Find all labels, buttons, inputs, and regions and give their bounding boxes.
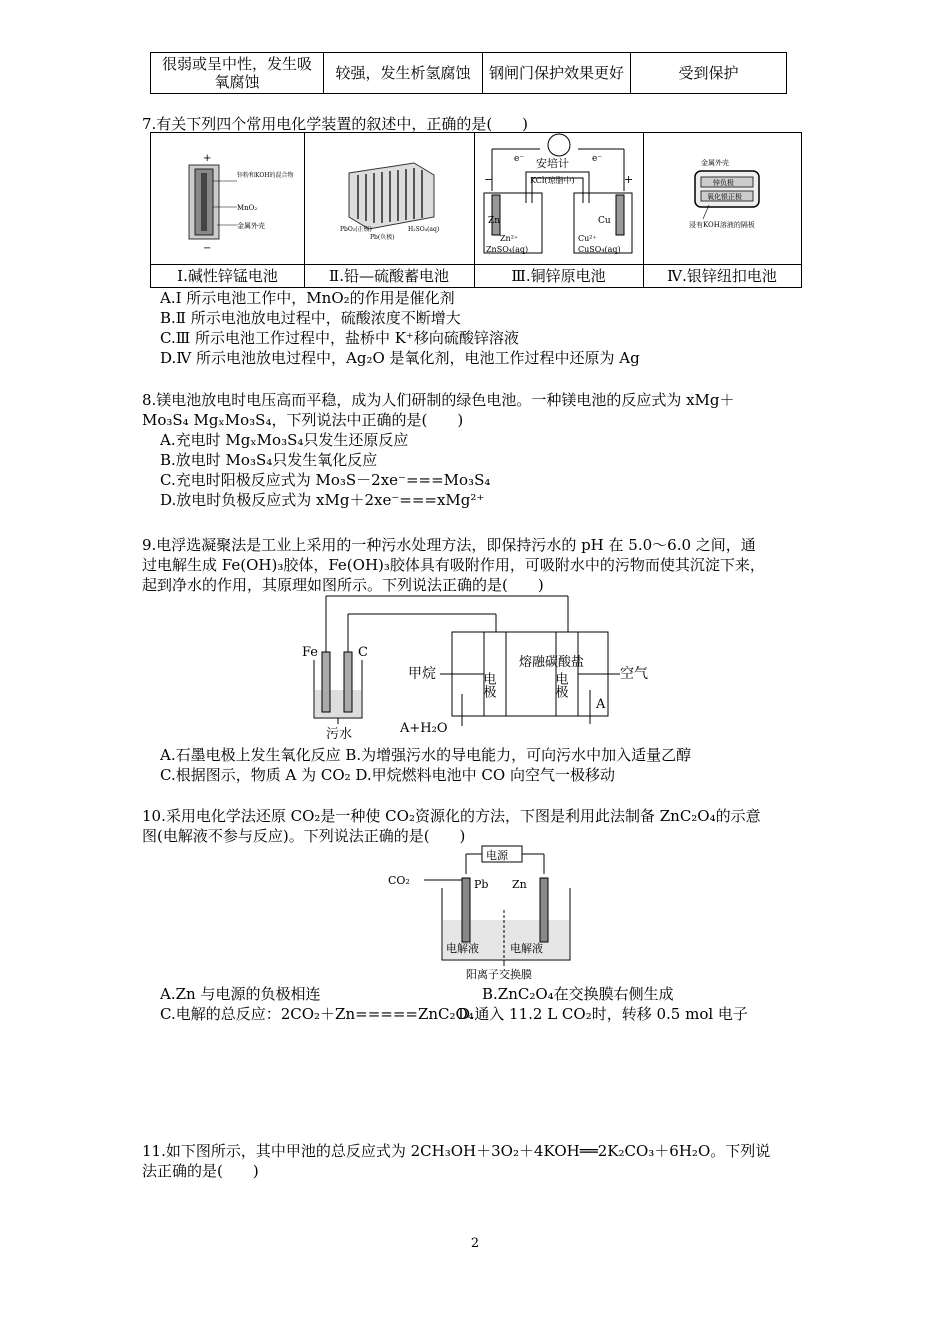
electrode-left-label: 电极 (480, 672, 496, 698)
lead-acid-battery-diagram (304, 133, 474, 265)
fig2-label: H₂SO₄(aq) (408, 226, 440, 233)
table-cell: 钢闸门保护效果更好 (483, 53, 631, 94)
fig3-label: Cu (598, 216, 611, 226)
fig1-plus: + (203, 153, 212, 164)
caption-battery-2: Ⅱ.铅—硫酸蓄电池 (329, 267, 449, 285)
q9-options-cd: C.根据图示，物质 A 为 CO₂ D.甲烷燃料电池中 CO 向空气一极移动 (160, 766, 615, 784)
fig4-label: 浸有KOH溶液的隔板 (689, 221, 755, 229)
electrolyte-right: 电解液 (510, 942, 543, 955)
device-figure-table (150, 132, 802, 288)
q8-stem-2: Mo₃S₄ MgₓMo₃S₄，下列说法中正确的是( ) (142, 411, 464, 429)
q8-stem-1: 8.镁电池放电时电压高而平稳，成为人们研制的绿色电池。一种镁电池的反应式为 xMg＋ (142, 391, 735, 409)
alkaline-battery-diagram (151, 133, 304, 265)
q8-option-c: C.充电时阳极反应式为 Mo₃S－2xe⁻===Mo₃S₄ (160, 471, 491, 489)
table-cell: 较强，发生析氢腐蚀 (324, 53, 483, 94)
fig3-label: ZnSO₄(aq) (486, 245, 529, 254)
caption-divider (151, 264, 801, 265)
a-label: A (596, 697, 606, 712)
q8-option-d: D.放电时负极反应式为 xMg＋2xe⁻===xMg²⁺ (160, 491, 485, 509)
q8-option-b: B.放电时 Mo₃S₄只发生氧化反应 (160, 451, 378, 469)
caption-battery-3: Ⅲ.铜锌原电池 (511, 267, 606, 285)
caption-battery-1: Ⅰ.碱性锌锰电池 (177, 267, 278, 285)
table-cell: 受到保护 (631, 53, 787, 94)
fig4-label: 锌负极 (713, 179, 734, 187)
q11-stem-2: 法正确的是( ) (142, 1162, 259, 1180)
fig3-label: e⁻ (514, 154, 525, 164)
q10-option-d: D.通入 11.2 L CO₂时，转移 0.5 mol 电子 (458, 1005, 748, 1023)
fig3-label: e⁻ (592, 154, 603, 164)
fe-electrode-label: Fe (302, 645, 319, 660)
q9-stem-2: 过电解生成 Fe(OH)₃胶体，Fe(OH)₃胶体具有吸附作用，可吸附水中的污物而使其沉淀下来， (142, 556, 765, 574)
air-label: 空气 (620, 666, 648, 682)
q7-option-a: A.Ⅰ 所示电池工作中，MnO₂的作用是催化剂 (160, 289, 455, 307)
fig3-label: − (484, 173, 494, 186)
fig3-label: Zn (488, 216, 501, 226)
zn-label: Zn (512, 878, 527, 891)
q10-option-b: B.ZnC₂O₄在交换膜右侧生成 (482, 985, 674, 1003)
q7-option-b: B.Ⅱ 所示电池放电过程中，硫酸浓度不断增大 (160, 309, 461, 327)
cu-zn-cell-diagram (474, 133, 643, 265)
q10-stem-1: 10.采用电化学法还原 CO₂是一种使 CO₂资源化的方法，下图是利用此法制备 ZnC₂O₄的示意 (142, 807, 761, 825)
q7-option-d: D.Ⅳ 所示电池放电过程中，Ag₂O 是氧化剂，电池工作过程中还原为 Ag (160, 349, 640, 367)
fig3-label: 安培计 (536, 157, 569, 170)
wastewater-label: 污水 (326, 727, 353, 742)
q10-option-a: A.Zn 与电源的负极相连 (160, 985, 321, 1003)
caption-battery-4: Ⅳ.银锌纽扣电池 (667, 267, 777, 285)
cation-exchange-membrane-label: 阳离子交换膜 (466, 968, 532, 980)
q8-option-a: A.充电时 MgₓMo₃S₄只发生还原反应 (160, 431, 409, 449)
q7-stem: 7.有关下列四个常用电化学装置的叙述中，正确的是( ) (142, 115, 529, 133)
page-number: 2 (470, 1236, 480, 1251)
fig4-label: 氧化银正极 (707, 193, 742, 201)
electrode-right-label: 电极 (552, 672, 568, 698)
molten-carbonate-label: 熔融碳酸盐 (519, 655, 585, 670)
fig3-label: Zn²⁺ (500, 234, 519, 243)
fig2-label: PbO₂(正极) (340, 226, 372, 233)
fig3-label: Cu²⁺ (578, 234, 597, 243)
q10-stem-2: 图(电解液不参与反应)。下列说法正确的是( ) (142, 827, 466, 845)
q7-option-c: C.Ⅲ 所示电池工作过程中，盐桥中 K⁺移向硫酸锌溶液 (160, 329, 519, 347)
electrolyte-left: 电解液 (446, 942, 479, 955)
q9-stem-1: 9.电浮选凝聚法是工业上采用的一种污水处理方法，即保持污水的 pH 在 5.0～6.0 之间，通 (142, 536, 756, 554)
q9-options-ab: A.石墨电极上发生氧化反应 B.为增强污水的导电能力，可向污水中加入适量乙醇 (160, 746, 692, 764)
fig3-label: KCl(琼脂中) (530, 176, 575, 185)
comparison-table (150, 52, 787, 94)
fig1-label: 金属外壳 (237, 222, 265, 230)
fig1-minus: − (203, 243, 212, 254)
table-cell: 很弱或呈中性，发生吸氧腐蚀 (151, 53, 324, 94)
a-h2o-label: A+H₂O (400, 721, 448, 736)
fig4-label: 金属外壳 (701, 159, 729, 167)
fig2-label: Pb(负极) (370, 234, 395, 241)
q9-stem-3: 起到净水的作用，其原理如图所示。下列说法正确的是( ) (142, 576, 544, 594)
fig3-label: + (624, 173, 634, 186)
power-source-label: 电源 (486, 849, 508, 862)
q10-option-c: C.电解的总反应：2CO₂＋Zn=====ZnC₂O₄ (160, 1005, 474, 1023)
fig1-label: MnO₂ (237, 204, 258, 212)
fig1-label: 锌粉和KOH的混合物 (237, 172, 294, 179)
co2-label: CO₂ (388, 874, 410, 887)
c-electrode-label: C (358, 645, 368, 660)
q11-stem-1: 11.如下图所示，其中甲池的总反应式为 2CH₃OH＋3O₂＋4KOH══2K₂CO₃＋6H₂O。下列说 (142, 1142, 771, 1160)
pb-label: Pb (474, 878, 489, 891)
electrolysis-diagram (386, 844, 576, 980)
fig3-label: CuSO₄(aq) (578, 245, 621, 254)
button-battery-diagram (643, 133, 801, 265)
electroflotation-diagram (300, 594, 660, 744)
methane-label: 甲烷 (408, 666, 436, 682)
